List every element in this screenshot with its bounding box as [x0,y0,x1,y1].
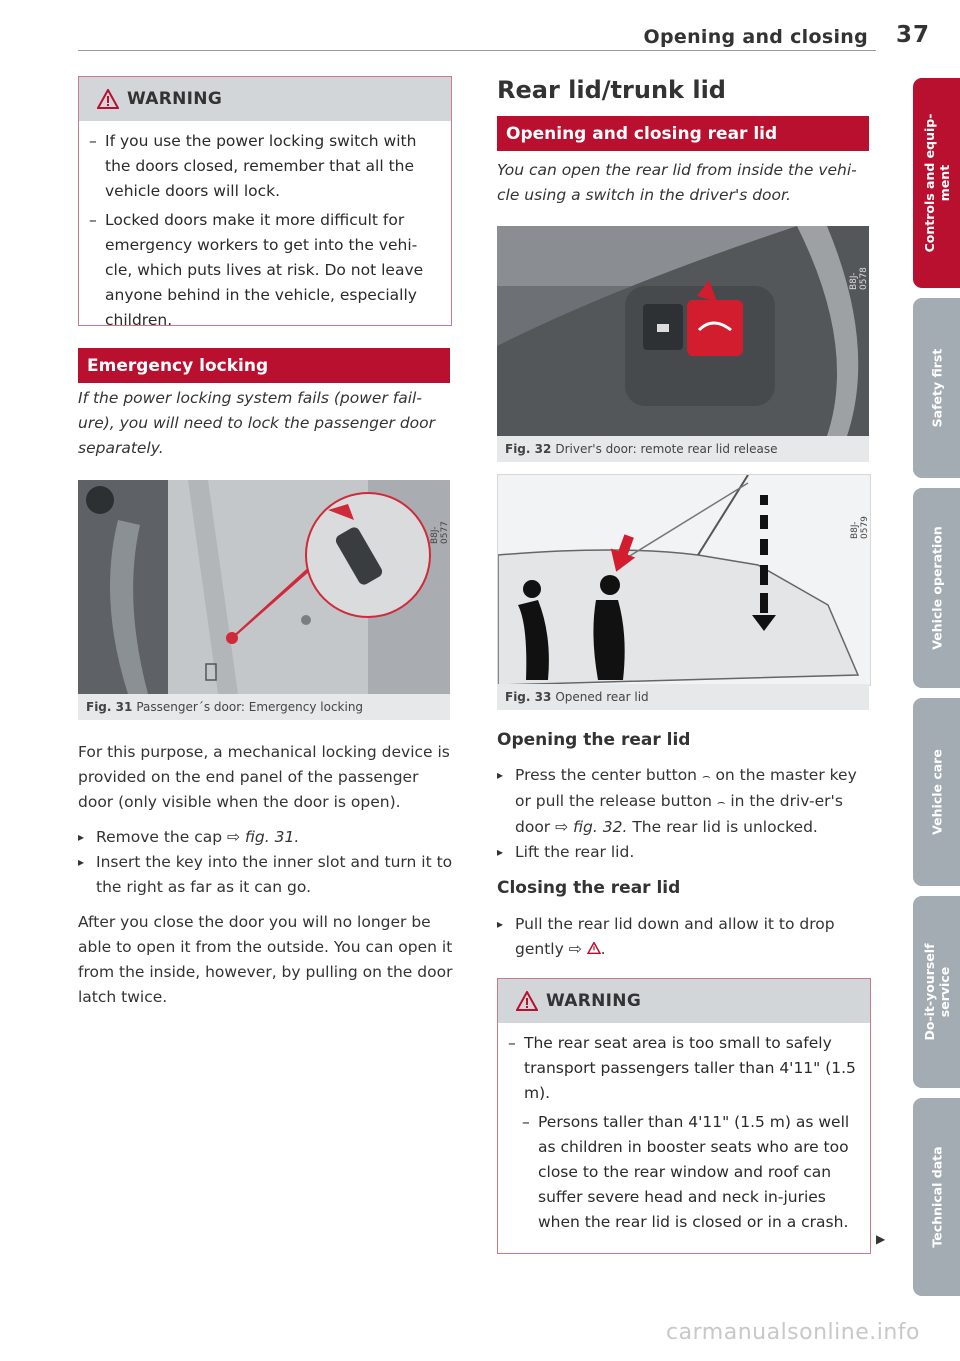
page-number: 37 [895,22,930,48]
instruction-step: ▸ Press the center button ⌢ on the master key or pull the release button ⌢ in the driv-er's door ⇨ fig. 32. The rear lid is unlocked. [497,763,869,840]
closing-instructions [497,912,869,962]
instruction-step: ▸ Lift the rear lid. [497,840,869,865]
warning-box-power-locking [78,76,452,329]
warning-triangle-icon [97,89,119,109]
watermark: carmanualsonline.info [666,1320,920,1345]
warning-header: WARNING [498,979,870,1023]
figure-reference-link[interactable]: ⇨ fig. 32. [555,818,628,836]
tab-safety-first[interactable]: Safety first [913,298,960,478]
rear-lid-icon: ⌢ [701,769,711,784]
paragraph: For this purpose, a mechanical locking device is provided on the end panel of the passenger door (only visible when the door is open). [78,743,450,811]
paragraph: After you close the door you will no longer be able to open it from the outside. You can open it from the inside, however, by pulling on the door latch twice. [78,913,453,1006]
subheading-opening-rear-lid: Opening the rear lid [497,730,691,750]
figure-code: B8J-0579 [850,516,870,539]
figure-33-image [497,474,871,686]
instruction-step: ▸ Insert the key into the inner slot and turn it to the right as far as it can go. [78,850,453,900]
warning-header: WARNING [79,77,451,121]
section-title-emergency-locking: Emergency locking [78,348,450,383]
driver-door-release-illustration [497,226,869,436]
tab-technical-data[interactable]: Technical data [913,1098,960,1296]
warning-reference-link[interactable]: ⇨ . [568,940,606,958]
warning-triangle-icon [587,942,601,954]
figure-31-caption: Fig. 31 Passenger´s door: Emergency locking [78,694,450,720]
running-header-title: Opening and closing [643,26,868,48]
figure-33-caption: Fig. 33 Opened rear lid [497,684,869,710]
tab-vehicle-operation[interactable]: Vehicle operation [913,488,960,688]
figure-32-image [497,226,869,436]
door-emergency-lock-illustration [78,480,450,694]
instruction-step: ▸ Pull the rear lid down and allow it to drop gently ⇨ . [497,912,869,962]
section-intro: If the power locking system fails (power fail-ure), you will need to lock the passenger door separately. [78,389,435,457]
warning-item: – Locked doors make it more difficult for emergency workers to get into the vehi-cle, which puts lives at risk. Do not leave anyone behind in the vehicle, especially children. [89,208,439,333]
figure-reference-link[interactable]: ⇨ fig. 31. [227,828,300,846]
tab-vehicle-care[interactable]: Vehicle care [913,698,960,886]
figure-code: B8J-0577 [430,521,450,544]
instruction-step: ▸ Remove the cap ⇨ fig. 31. [78,825,453,850]
warning-item: – If you use the power locking switch with the doors closed, remember that all the vehicle doors will lock. [89,129,439,204]
subheading-closing-rear-lid: Closing the rear lid [497,878,681,898]
figure-code: B8J-0578 [849,267,869,290]
opening-instructions [497,763,869,865]
tab-do-it-yourself-service[interactable]: Do-it-yourself service [913,896,960,1088]
figure-31-image [78,480,450,694]
warning-item: – Persons taller than 4'11" (1.5 m) as well as children in booster seats who are too close to the rear window and roof can suffer severe head and neck in-juries when the rear lid is closed or in a crash. [522,1110,858,1235]
section-title-opening-closing-rear-lid: Opening and closing rear lid [497,116,869,151]
continued-arrow-icon: ▶ [876,1232,886,1246]
figure-32-caption: Fig. 32 Driver's door: remote rear lid release [497,436,869,462]
rear-lid-icon: ⌢ [716,795,726,810]
left-body-text [78,740,453,1010]
opened-rear-lid-illustration [498,475,870,685]
warning-item: – The rear seat area is too small to safely transport passengers taller than 4'11" (1.5 m). [508,1031,858,1106]
section-intro: You can open the rear lid from inside the vehi-cle using a switch in the driver's door. [497,161,857,204]
page-heading: Rear lid/trunk lid [497,76,726,104]
warning-triangle-icon [516,991,538,1011]
warning-box-rear-seat [497,978,871,1254]
header-rule [78,50,876,51]
tab-controls-and-equipment[interactable]: Controls and equip- ment [913,78,960,288]
